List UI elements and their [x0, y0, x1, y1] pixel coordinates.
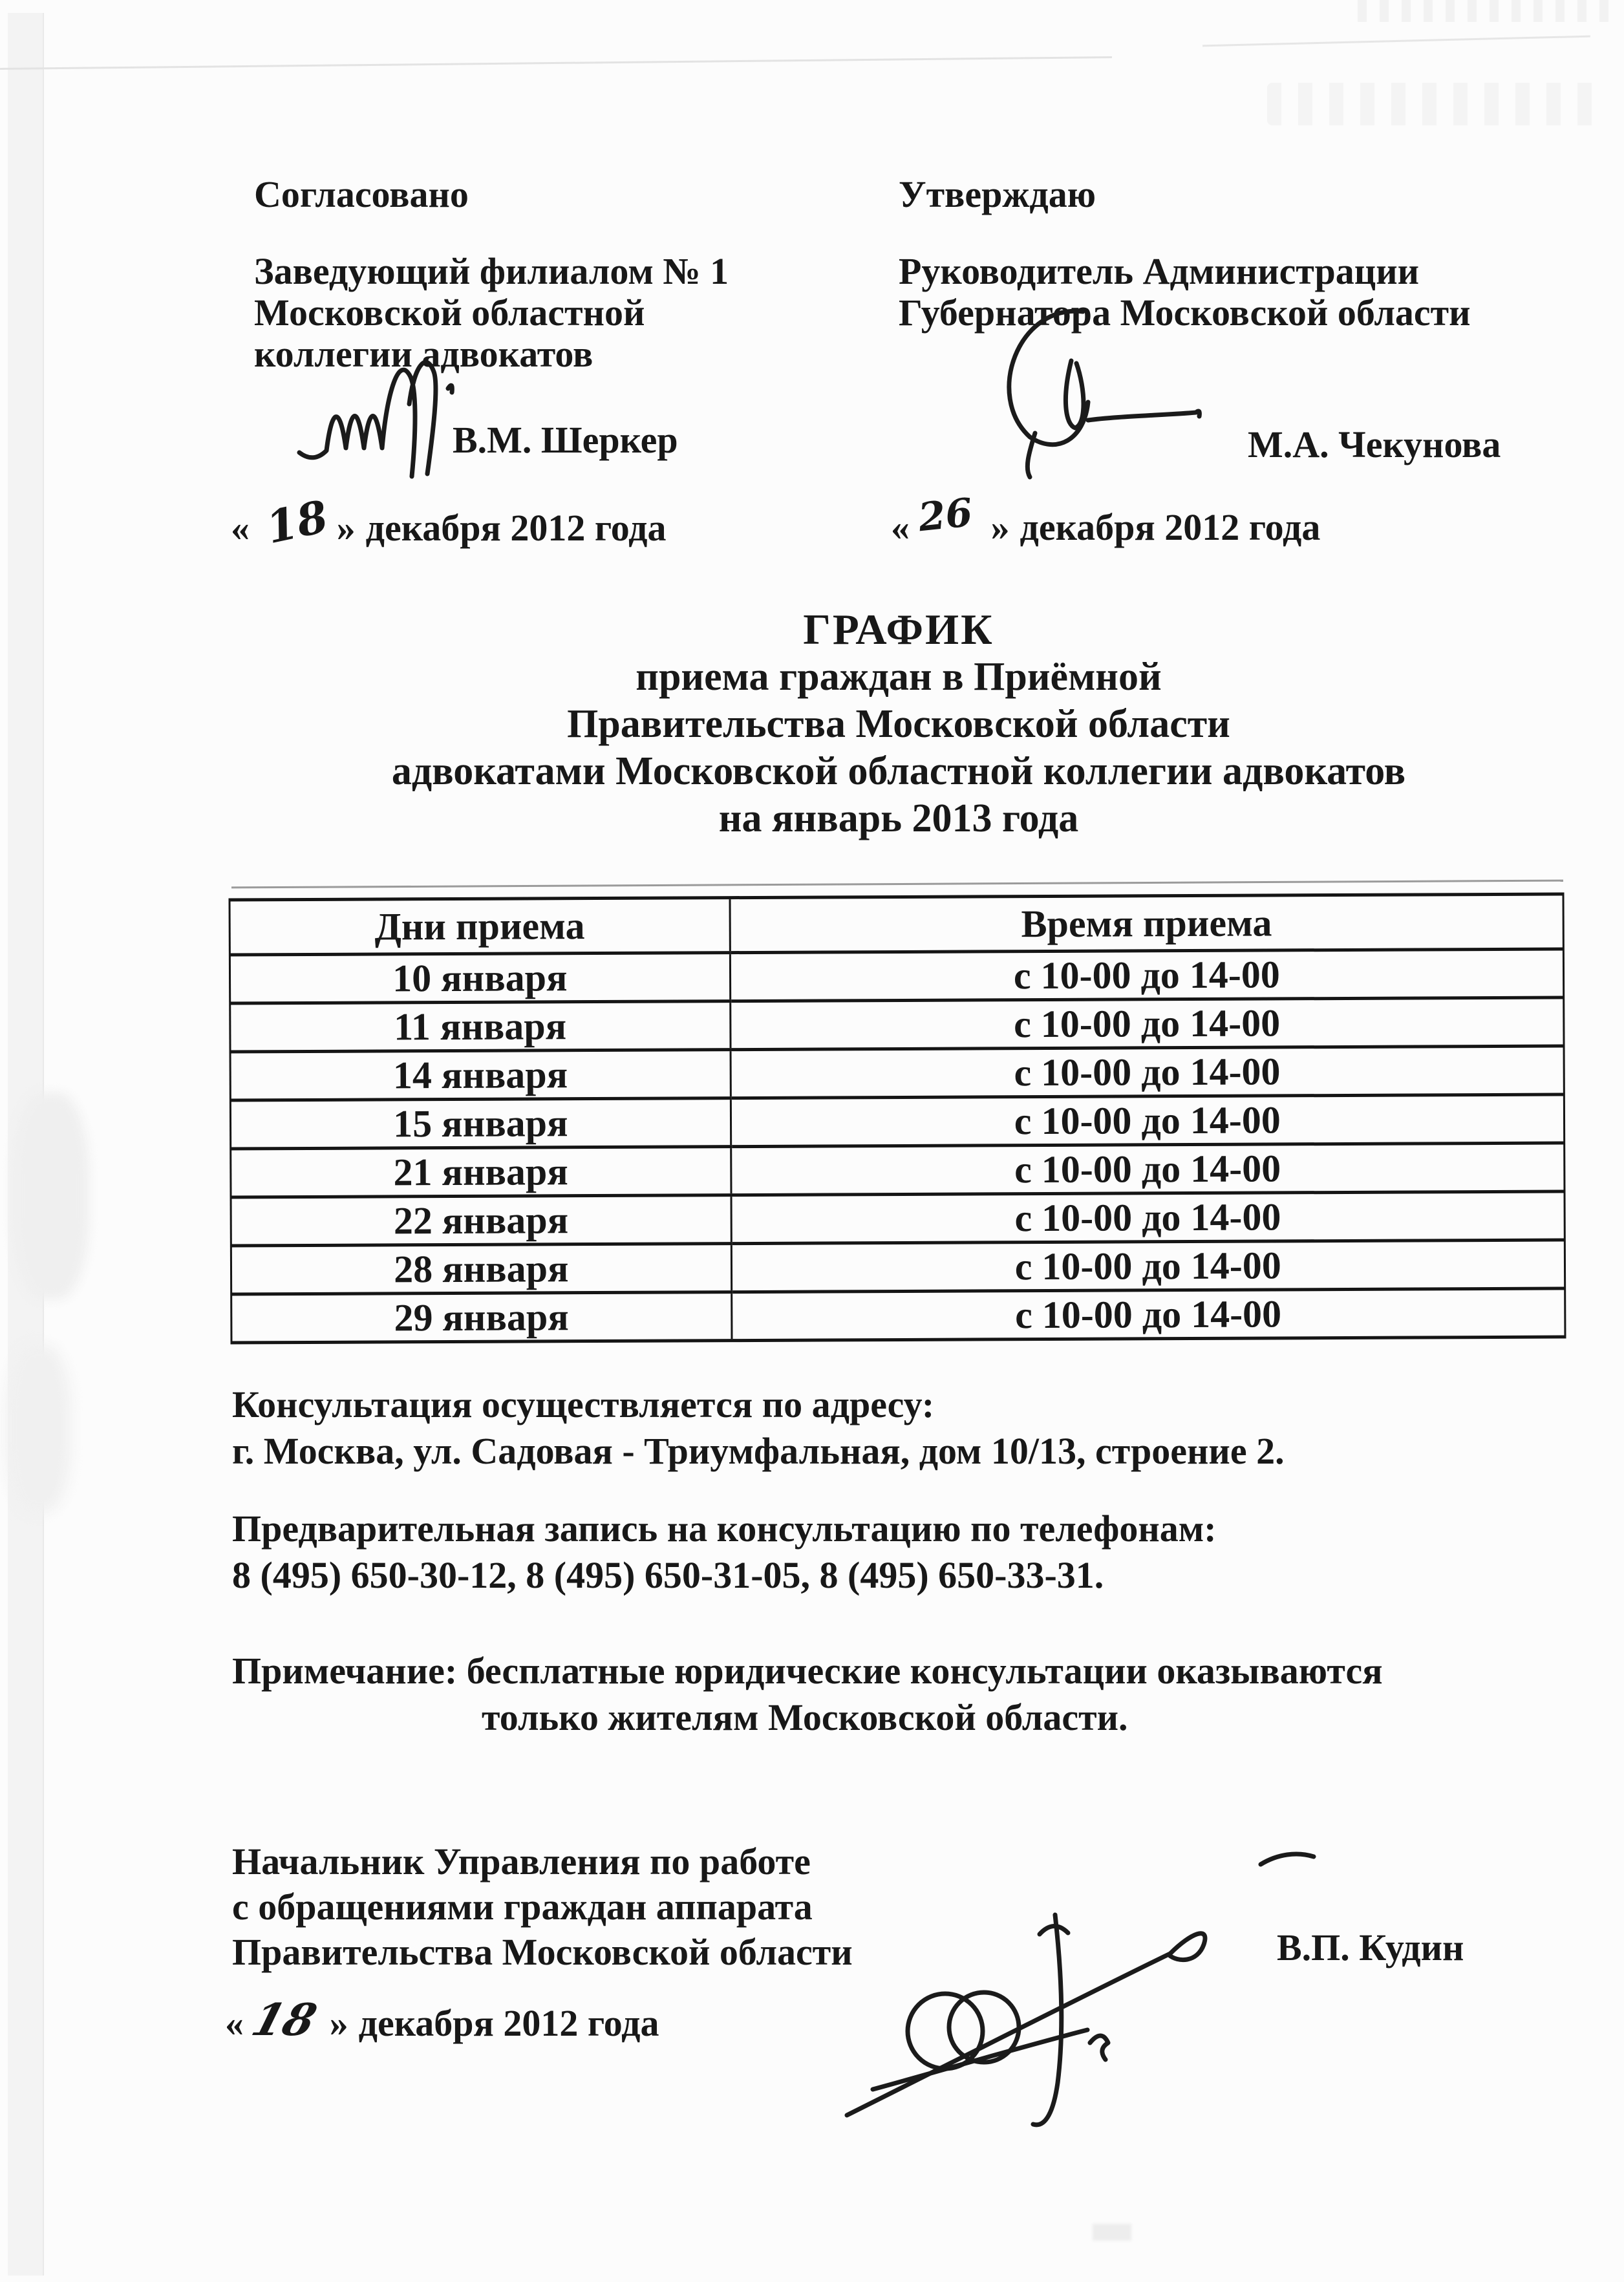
table-row — [231, 1143, 1565, 1197]
scan-noise — [1267, 83, 1603, 125]
time-cell: с 10-00 до 14-00 — [731, 1240, 1565, 1292]
date-text: декабря 2012 года — [365, 507, 667, 549]
agreed-role-line: Заведующий филиалом № 1 — [254, 250, 729, 292]
handwritten-day: 18 — [246, 1994, 323, 2046]
date-text: декабря 2012 года — [1020, 506, 1321, 548]
table-row — [230, 1094, 1564, 1149]
note-line: только жителям Московской области. — [482, 1696, 1128, 1738]
table-row — [231, 1288, 1565, 1343]
time-cell: с 10-00 до 14-00 — [731, 1288, 1565, 1341]
quote-open: « — [231, 507, 250, 549]
address-value: г. Москва, ул. Садовая - Триумфальная, дом 10/13, строение 2. — [232, 1430, 1285, 1472]
scan-hairline — [1202, 36, 1590, 47]
approved-role-line: Губернатора Московской области — [899, 292, 1471, 334]
table-row — [230, 949, 1563, 1003]
signatory-name-left: В.М. Шеркер — [453, 419, 678, 461]
column-header-days: Дни приема — [230, 898, 730, 955]
day-cell: 29 января — [231, 1292, 732, 1343]
reception-schedule-table — [229, 892, 1566, 1344]
time-cell: с 10-00 до 14-00 — [730, 949, 1564, 1001]
time-cell: с 10-00 до 14-00 — [731, 1143, 1565, 1195]
day-cell: 10 января — [230, 953, 730, 1003]
signature-chekunova — [973, 299, 1251, 506]
table-header-row — [230, 894, 1563, 955]
table-row — [231, 1240, 1565, 1294]
quote-open: « — [891, 506, 910, 548]
approved-role-line: Руководитель Администрации — [899, 250, 1420, 292]
scan-bleed-mark — [6, 1345, 71, 1513]
document-title — [197, 606, 1600, 842]
title-line: адвокатами Московской областной коллегии адвокатов — [391, 749, 1406, 793]
official-role-line: с обращениями граждан аппарата — [232, 1886, 813, 1928]
quote-close: » — [336, 507, 356, 549]
booking-heading: Предварительная запись на консультацию по телефонам: — [232, 1508, 1217, 1550]
date-line-left — [231, 491, 667, 555]
scan-bleed-mark — [1093, 2224, 1131, 2241]
signature-kudin — [808, 1836, 1338, 2159]
day-cell: 22 января — [231, 1195, 731, 1246]
quote-close: » — [990, 506, 1010, 548]
signatory-name-bottom: В.П. Кудин — [1277, 1926, 1464, 1968]
official-role-line: Правительства Московской области — [232, 1931, 853, 1973]
signatory-name-right: М.А. Чекунова — [1248, 423, 1501, 465]
title-line: приема граждан в Приёмной — [636, 655, 1162, 699]
column-header-time: Время приема — [730, 894, 1564, 953]
day-cell: 28 января — [231, 1244, 731, 1294]
title-line: на январь 2013 года — [718, 796, 1079, 840]
booking-phones: 8 (495) 650-30-12, 8 (495) 650-31-05, 8 (495) 650-33-31. — [232, 1554, 1104, 1596]
table-row — [230, 997, 1564, 1052]
handwritten-day: 18 — [262, 491, 333, 555]
approved-label: Утверждаю — [899, 173, 1096, 215]
day-cell: 14 января — [230, 1050, 731, 1100]
official-role-block — [232, 1839, 853, 1975]
note-line: Примечание: бесплатные юридические консультации оказываются — [232, 1650, 1383, 1692]
date-line-bottom — [225, 1994, 659, 2046]
scan-double-line — [231, 880, 1563, 889]
table-row — [230, 1046, 1564, 1100]
time-cell: с 10-00 до 14-00 — [731, 1191, 1565, 1244]
day-cell: 15 января — [230, 1098, 731, 1149]
quote-close: » — [329, 2002, 348, 2044]
title-line: ГРАФИК — [803, 606, 994, 654]
quote-open: « — [225, 2002, 244, 2044]
day-cell: 21 января — [231, 1147, 731, 1197]
agreed-role-line: коллегии адвокатов — [254, 333, 593, 375]
official-role-line: Начальник Управления по работе — [232, 1840, 811, 1882]
agreed-label: Согласовано — [254, 173, 469, 215]
table-row — [231, 1191, 1565, 1246]
scan-bleed-mark — [12, 1093, 89, 1299]
title-line: Правительства Московской области — [567, 702, 1230, 746]
handwritten-day: 26 — [916, 489, 975, 541]
scan-noise — [1358, 0, 1616, 22]
scan-hairline — [0, 56, 1112, 70]
time-cell: с 10-00 до 14-00 — [731, 1046, 1565, 1098]
agreed-role-line: Московской областной — [254, 292, 645, 334]
time-cell: с 10-00 до 14-00 — [730, 997, 1564, 1050]
date-text: декабря 2012 года — [358, 2002, 659, 2044]
address-heading: Консультация осуществляется по адресу: — [232, 1383, 935, 1425]
day-cell: 11 января — [230, 1001, 731, 1052]
date-line-right — [891, 489, 1321, 549]
time-cell: с 10-00 до 14-00 — [731, 1094, 1565, 1147]
